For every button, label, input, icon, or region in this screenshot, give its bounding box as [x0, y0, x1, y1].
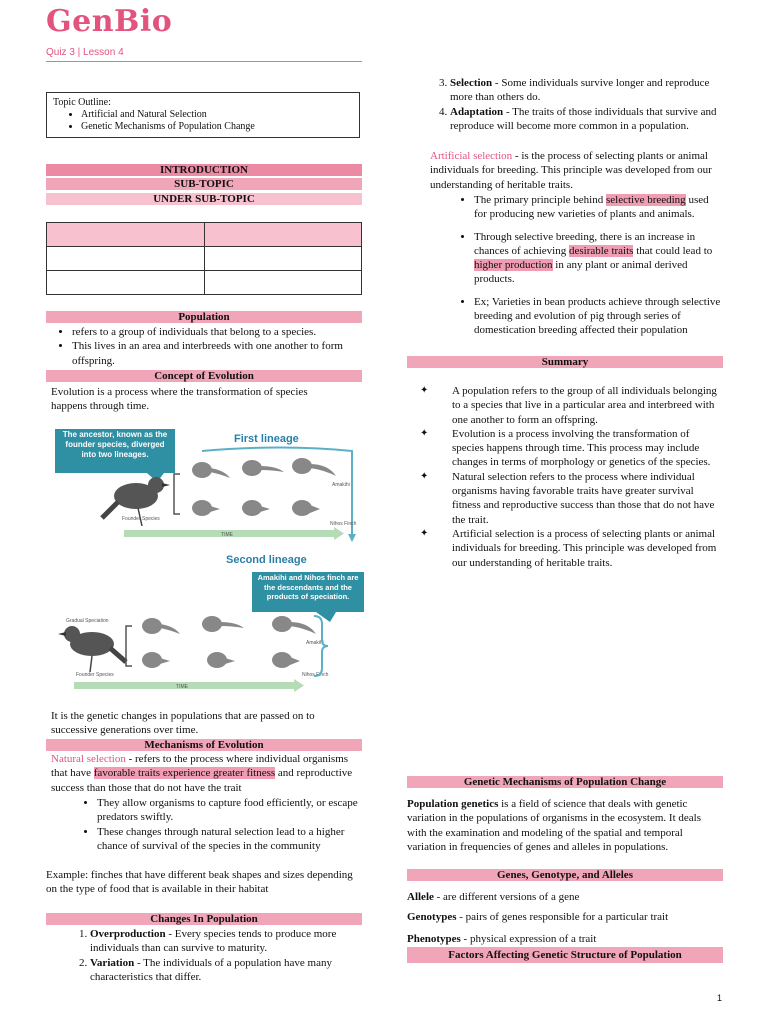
list-item: [450, 76, 718, 105]
founder-species-label: Founder Species: [122, 516, 160, 522]
topic-outline-item: • Genetic Mechanisms of Population Change: [81, 121, 353, 133]
table-cell: [204, 223, 362, 247]
item-text: in any plant or animal derived products.: [474, 259, 688, 286]
amakihi-label: Amakihi: [306, 640, 324, 646]
allele-term: Allele: [407, 891, 434, 903]
definition-text: - refers to the process where individual organisms that have: [51, 753, 349, 780]
list-item: [450, 105, 718, 134]
summary-item: ✦ Artificial selection is a process of selecting plants or animal individuals for breeding. This principle was developed from our understanding of heritable traits.: [406, 527, 722, 570]
heading-genetic-mechanisms: Genetic Mechanisms of Population Change: [407, 776, 723, 788]
heading-population: Population: [46, 311, 362, 323]
template-table: [46, 222, 362, 295]
changes-list: [412, 76, 718, 133]
header-divider: [46, 61, 362, 62]
time-label: TIME: [176, 684, 188, 690]
heading-under-sub-topic: UNDER SUB-TOPIC: [46, 193, 362, 205]
heading-changes-in-population: Changes In Population: [46, 913, 362, 925]
evolution-text: Evolution is a process where the transformation of species happens through time.: [51, 386, 308, 413]
descendants-callout-text-box: [254, 573, 362, 613]
summary-item: ✦ Natural selection refers to the process where individual organisms having favorable traits have greater survival fitness and reproductive success than those that do not have the trait.: [406, 470, 722, 527]
list-item: • These changes through natural selection lead to a higher chance of survival of the species in the community: [97, 825, 363, 854]
page-number: 1: [716, 993, 722, 1003]
speciation-figure: [52, 426, 368, 692]
list-item: • refers to a group of individuals that belong to a species.: [72, 325, 362, 339]
table-cell: [47, 271, 205, 295]
mechanisms-list: [51, 796, 363, 853]
example-text: Example: finches that have different beak shapes and sizes depending on the type of food that is available in their habitat: [46, 869, 353, 896]
topic-outline-item: • Artificial and Natural Selection: [81, 109, 353, 121]
topic-outline-list: [53, 109, 353, 133]
topic-outline-label: Topic Outline:: [53, 97, 111, 108]
definition-text: and reproductive success than those that do not have the trait: [51, 767, 353, 794]
term-selection: Selection: [450, 77, 493, 89]
population-genetics-text: [407, 797, 719, 854]
table-header-row: [47, 223, 362, 247]
changes-list: [51, 927, 363, 984]
nihos-finch-label: Nihos Finch: [330, 521, 357, 527]
changes-list-continued: [412, 76, 718, 133]
term-variation: Variation: [90, 956, 135, 969]
item-text: - The traits of those individuals that survive and reproduce will become more common in a population.: [450, 105, 717, 132]
nihos-finch-label: Nihos Finch: [302, 672, 329, 678]
list-item: • They allow organisms to capture food efficiently, or escape predators swiftly.: [97, 796, 363, 825]
genotype-term: Genotypes: [407, 911, 457, 923]
list-item: [90, 956, 363, 985]
artificial-selection-list-section: [430, 193, 722, 338]
document-subtitle: Quiz 3 | Lesson 4: [46, 47, 124, 58]
descendants-callout-text: Amakihi and Nihos finch are the descendants and the products of speciation.: [257, 573, 359, 601]
time-label: TIME: [221, 532, 233, 538]
heading-introduction: INTRODUCTION: [46, 164, 362, 176]
highlighted-text: favorable traits experience greater fitness: [93, 767, 276, 780]
heading-summary: Summary: [407, 356, 723, 368]
list-item: • Ex; Varieties in bean products achieve through selective breeding and evolution of pig through series of domestication breeding affected their population: [474, 295, 722, 338]
allele-definition: [407, 890, 723, 904]
natural-selection-definition: [51, 752, 363, 795]
list-item: • This lives in an area and interbreeds with one another to form offspring.: [72, 339, 362, 368]
item-text: that could lead to: [633, 244, 713, 257]
first-lineage-label: First lineage: [234, 433, 299, 445]
highlighted-text: selective breeding: [605, 194, 686, 206]
ancestor-callout-text-box: [57, 430, 173, 474]
item-text: used for producing new varieties of plants and animals.: [474, 194, 709, 221]
topic-outline-box: [46, 92, 360, 138]
table-cell: [204, 247, 362, 271]
population-genetics-term: Population genetics: [407, 798, 499, 810]
heading-factors-affecting-genetic-structure: Factors Affecting Genetic Structure of Population: [407, 947, 723, 963]
table-cell: [47, 247, 205, 271]
item-text: - The individuals of a population have many characteristics that differ.: [90, 956, 332, 983]
summary-section: [406, 384, 722, 570]
table-cell: [204, 271, 362, 295]
item-text: - Some individuals survive longer and reproduce more than others do.: [450, 77, 710, 104]
artificial-selection-term: Artificial selection: [430, 150, 513, 162]
item-text: The primary principle behind: [474, 194, 606, 206]
heading-concept-of-evolution: Concept of Evolution: [46, 370, 362, 382]
gradual-speciation-label: Gradual Speciation: [66, 618, 109, 624]
item-text: - Every species tends to produce more individuals than can survive to maturity.: [90, 928, 337, 955]
table-cell: [47, 223, 205, 247]
artificial-selection-definition: [430, 149, 722, 192]
table-row: [47, 247, 362, 271]
genotype-definition: [407, 910, 723, 924]
second-lineage-label: Second lineage: [226, 554, 307, 566]
definition-text: - is the process of selecting plants or animal individuals for breeding. This principle was developed from our understanding of heritable traits.: [430, 150, 712, 191]
summary-list: [406, 384, 722, 570]
artificial-selection-list: [430, 193, 722, 338]
amakihi-label: Amakihi: [332, 482, 350, 488]
ancestor-callout-text: The ancestor, known as the founder species, diverged into two lineages.: [62, 430, 168, 459]
heading-genes-genotype-alleles: Genes, Genotype, and Alleles: [407, 869, 723, 881]
highlighted-text: desirable traits: [568, 244, 634, 257]
phenotype-term: Phenotypes: [407, 933, 461, 945]
item-text: Through selective breeding, there is an increase in chances of achieving: [474, 230, 696, 257]
definition-text: - physical expression of a trait: [460, 933, 597, 945]
term-adaptation: Adaptation: [450, 105, 504, 118]
list-item: [90, 927, 363, 956]
summary-item: ✦ Evolution is a process involving the transformation of species happens through time. This process may include changes in terms of morphology or genetics of the species.: [406, 427, 722, 470]
phenotype-definition: [407, 932, 723, 946]
highlighted-text: higher production: [474, 259, 553, 272]
mechanisms-list-section: [51, 796, 363, 853]
table-row: [47, 271, 362, 295]
changes-list-section: [51, 927, 363, 984]
population-list: [46, 325, 362, 368]
paragraph-text: is a field of science that deals with genetic variation in the populations of organisms in the ecosystem. It deals with the examination and modeling of the spatial and temporal variation in frequencies of genes and alleles in populations.: [407, 798, 701, 853]
term-overproduction: Overproduction: [90, 928, 166, 940]
definition-text: - pairs of genes responsible for a particular trait: [456, 911, 669, 923]
heading-sub-topic: SUB-TOPIC: [46, 178, 362, 190]
definition-text: - are different versions of a gene: [433, 891, 580, 903]
natural-selection-term: Natural selection: [51, 753, 126, 765]
list-item: [474, 193, 722, 222]
heading-mechanisms-of-evolution: Mechanisms of Evolution: [46, 739, 362, 751]
founder-species-label: Founder Species: [76, 672, 114, 678]
evolution-after-text: It is the genetic changes in populations that are passed on to successive generations over time.: [51, 710, 315, 737]
summary-item: ✦ A population refers to the group of all individuals belonging to a species that live in a particular area and interbreed with one another to form an offspring.: [406, 384, 722, 427]
document-title: GenBio: [46, 4, 173, 39]
list-item: [474, 230, 722, 287]
population-section: [46, 325, 362, 368]
